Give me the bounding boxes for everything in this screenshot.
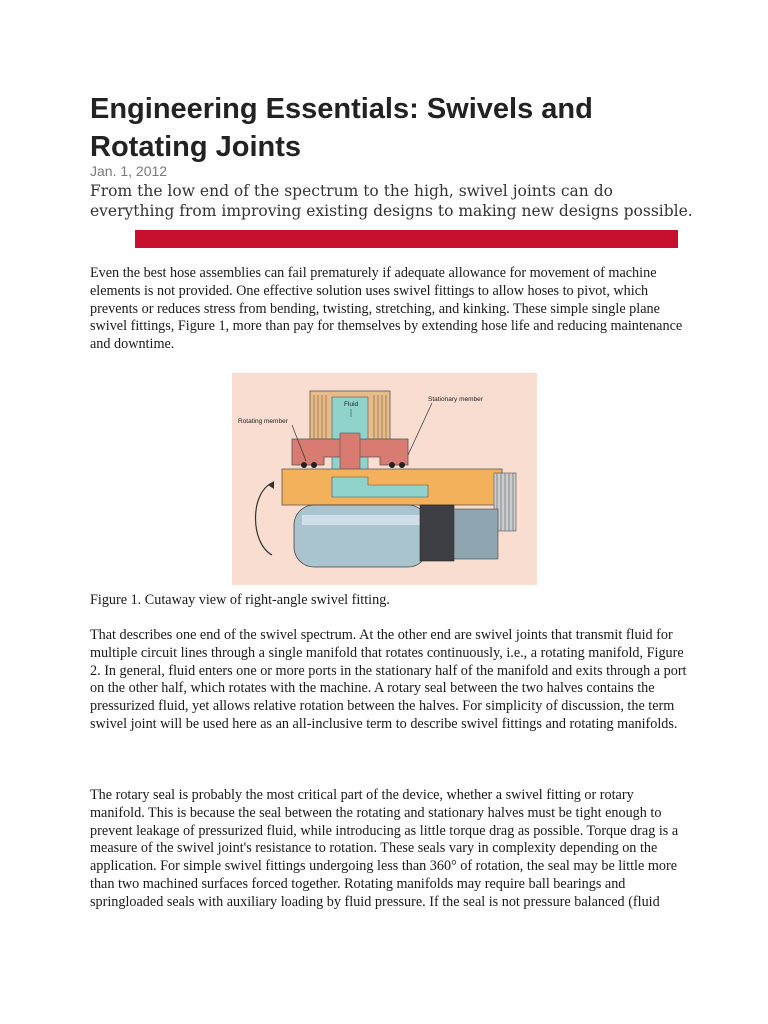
figure-1-image <box>232 373 537 585</box>
label-fluid: Fluid <box>344 401 359 408</box>
label-stationary-member: Stationary member <box>428 396 483 403</box>
paragraph-1: Even the best hose assemblies can fail prematurely if adequate allowance for movement of machine elements is not provided. One effective solution uses swivel fittings to allow hoses to pivot, which prevents or reduces stress from bending, twisting, stretching, and kinking. These simple single plane swivel fittings, Figure 1, more than pay for themselves by extending hose life and reducing maintenance and downtime. <box>90 265 683 353</box>
figure-caption: Figure 1. Cutaway view of right-angle swivel fitting. <box>90 592 390 608</box>
label-rotating-member: Rotating member <box>238 418 288 425</box>
accent-divider <box>135 230 678 248</box>
article-title: Engineering Essentials: Swivels and Rotating Joints <box>90 93 593 163</box>
paragraph-3: The rotary seal is probably the most critical part of the device, whether a swivel fitting or rotary manifold. This is because the seal between the rotating and stationary halves must be tight enough to prevent leakage of pressurized fluid, while introducing as little torque drag as possible. Torque drag is a measure of the swivel joint's resistance to rotation. These seals vary in complexity depending on the application. For simple swivel fittings undergoing less than 360° of rotation, the seal may be little more than two machined surfaces forced together. Rotating manifolds may require ball bearings and springloaded seals with auxiliary loading by fluid pressure. If the seal is not pressure balanced (fluid <box>90 787 679 910</box>
paragraph-2: That describes one end of the swivel spectrum. At the other end are swivel joints that transmit fluid for multiple circuit lines through a single manifold that rotates continuously, i.e., a rotating manifold, Figure 2. In general, fluid enters one or more ports in the stationary half of the manifold and exits through a port on the other half, which rotates with the machine. A rotary seal between the two halves contains the pressurized fluid, yet allows relative rotation between the halves. For simplicity of discussion, the term swivel joint will be used here as an all-inclusive term to describe swivel fittings and rotating manifolds. <box>90 627 687 732</box>
publish-date: Jan. 1, 2012 <box>90 163 168 179</box>
article-deck: From the low end of the spectrum to the high, swivel joints can do everything from improving existing designs to making new designs possible. <box>90 182 693 220</box>
